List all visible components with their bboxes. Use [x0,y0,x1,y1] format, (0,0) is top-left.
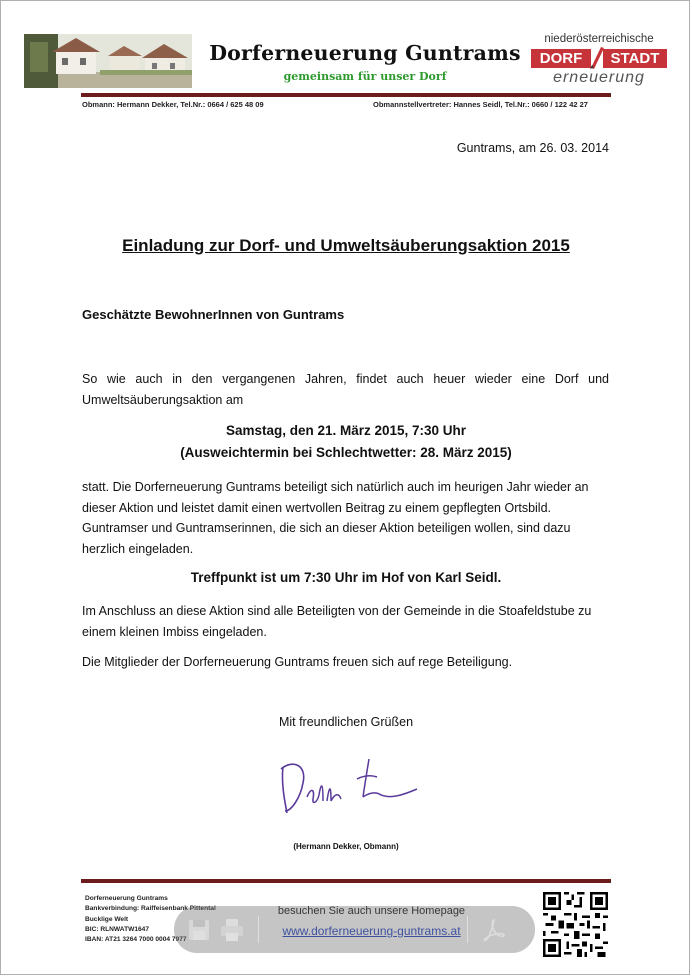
event-date: Samstag, den 21. März 2015, 7:30 Uhr [225,423,467,438]
chairman-contact: Obmann: Hermann Dekker, Tel.Nr.: 0664 / 625 48 09 [82,100,264,109]
meeting-point: Treffpunkt ist um 7:30 Uhr im Hof von Karl Seidl. [190,570,502,585]
logo-top-text: niederösterreichische [544,33,654,45]
footer-line: Bucklige Welt [85,915,129,923]
handwritten-signature [273,753,423,819]
village-photo [24,34,192,88]
greeting: Mit freundlichen Grüßen [278,715,414,729]
intro-paragraph: So wie auch in den vergangenen Jahren, findet auch heuer wieder eine Dorf und Umweltsäuberungsaktion am [82,372,609,407]
toolbar-separator [258,916,259,943]
print-icon[interactable] [218,916,246,944]
signer-name: (Hermann Dekker, Obmann) [293,842,399,851]
save-icon[interactable] [185,916,213,944]
footer-line: BIC: RLNWATW1647 [85,925,149,933]
logo-bottom-text: erneuerung [553,69,645,86]
organization-tagline: gemeinsam für unser Dorf [283,70,447,83]
logo-stadt-text: STADT [603,49,667,68]
event-alternative-date: (Ausweichtermin bei Schlechtwetter: 28. März 2015) [180,445,512,460]
header-rule [81,93,611,97]
snack-paragraph: Im Anschluss an diese Aktion sind alle Beteiligten von der Gemeinde in die Stoafeldstube zu einem kleinen Imbiss eingeladen. [82,604,592,639]
homepage-text: besuchen Sie auch unsere Homepage [277,905,466,917]
footer-line: IBAN: AT21 3264 7000 0004 7977 [85,936,187,944]
letter-date: Guntrams, am 26. 03. 2014 [456,141,609,155]
pdf-floating-toolbar [174,906,535,953]
body-paragraph: statt. Die Dorferneuerung Guntrams beteiligt sich natürlich auch im heurigen Jahr wieder an dieser Aktion und leistet damit einen wertvollen Beitrag zu einem gepflegten Ortsbild. Guntramser und Guntramserinnen, die sich an dieser Aktion beteiligen wollen, sind dazu herzlich eingeladen. [82,480,589,556]
footer-line: Bankverbindung: Raiffeisenbank Pittental [85,905,216,913]
organization-title: Dorferneuerung Guntrams [209,41,521,65]
homepage-link[interactable]: www.dorferneuerung-guntrams.at [282,924,461,938]
salutation: Geschätzte BewohnerInnen von Guntrams [82,307,345,322]
footer-line: Dorferneuerung Guntrams [85,895,168,902]
footer-rule [81,879,611,883]
vice-chairman-contact: Obmannstellvertreter: Hannes Seidl, Tel.Nr.: 0660 / 122 42 27 [373,100,588,109]
letter-heading: Einladung zur Dorf- und Umweltsäuberungsaktion 2015 [122,236,570,255]
closing-paragraph: Die Mitglieder der Dorferneuerung Guntrams freuen sich auf rege Beteiligung. [82,655,513,669]
logo-dorf-text: DORF [531,49,591,68]
acrobat-icon[interactable] [480,916,508,944]
qr-code [543,892,608,957]
dorf-stadt-erneuerung-logo [529,33,669,87]
toolbar-separator [467,916,468,943]
